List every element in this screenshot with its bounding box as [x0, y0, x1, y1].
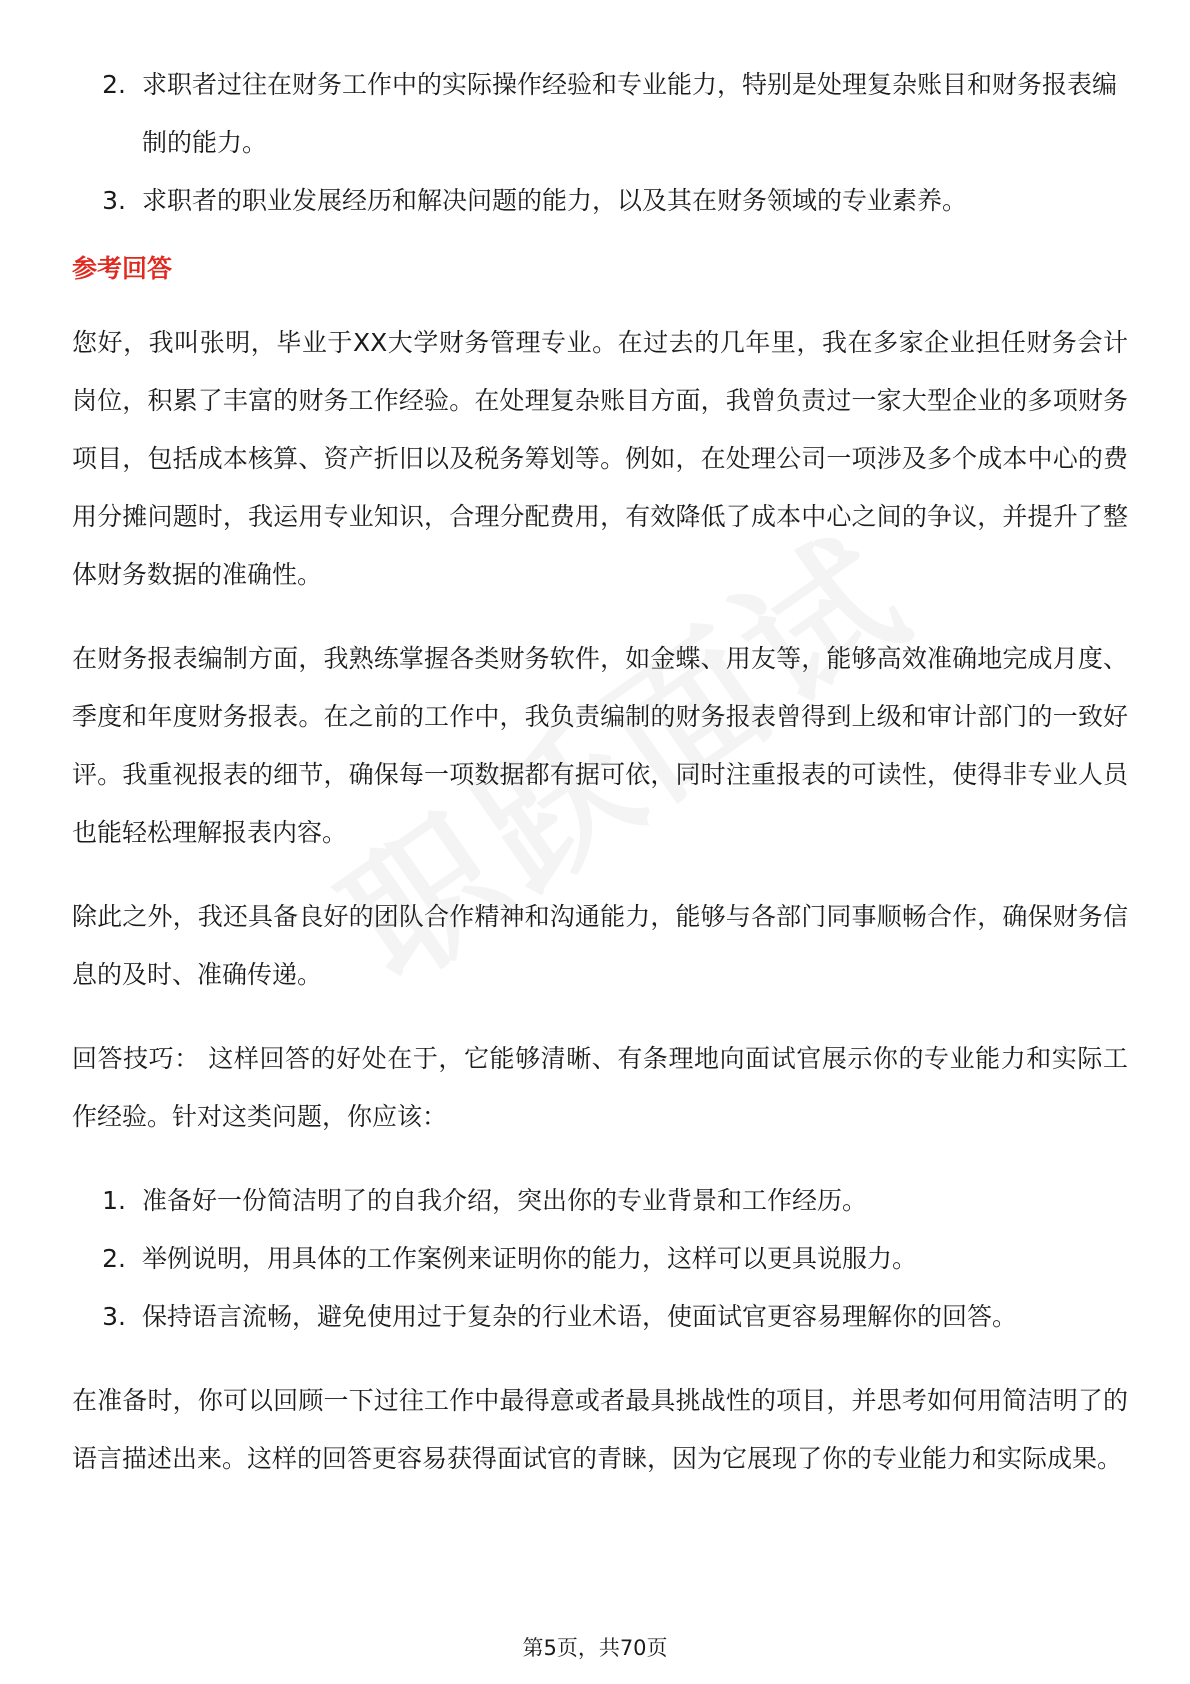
list-text: 保持语言流畅，避免使用过于复杂的行业术语，使面试官更容易理解你的回答。: [142, 1302, 1018, 1331]
list-item: [72, 1288, 1128, 1346]
section-heading: 参考回答: [72, 254, 173, 283]
list-number: 3.: [102, 1302, 126, 1331]
list-item: [72, 56, 1128, 172]
list-item: [72, 1230, 1128, 1288]
tips-intro-paragraph: 回答技巧： 这样回答的好处在于，它能够清晰、有条理地向面试官展示你的专业能力和实际工作经验。针对这类问题，你应该：: [72, 1044, 1128, 1131]
question-criteria-list: [72, 56, 1128, 230]
answer-paragraph-3: 除此之外，我还具备良好的团队合作精神和沟通能力，能够与各部门同事顺畅合作，确保财务信息的及时、准确传递。: [72, 902, 1128, 989]
tips-list: [72, 1172, 1128, 1346]
list-item: [72, 172, 1128, 230]
answer-paragraph-2: 在财务报表编制方面，我熟练掌握各类财务软件，如金蝶、用友等，能够高效准确地完成月度、季度和年度财务报表。在之前的工作中，我负责编制的财务报表曾得到上级和审计部门的一致好评。我重视报表的细节，确保每一项数据都有据可依，同时注重报表的可读性，使得非专业人员也能轻松理解报表内容。: [72, 644, 1128, 847]
list-item: [72, 1172, 1128, 1230]
list-number: 2.: [102, 1244, 126, 1273]
list-text: 举例说明，用具体的工作案例来证明你的能力，这样可以更具说服力。: [142, 1244, 918, 1273]
list-number: 1.: [102, 1186, 126, 1215]
list-text: 求职者过往在财务工作中的实际操作经验和专业能力，特别是处理复杂账目和财务报表编制的能力。: [142, 70, 1118, 157]
list-number: 2.: [102, 70, 126, 99]
list-text: 准备好一份简洁明了的自我介绍，突出你的专业背景和工作经历。: [142, 1186, 868, 1215]
list-text: 求职者的职业发展经历和解决问题的能力，以及其在财务领域的专业素养。: [142, 186, 968, 215]
answer-paragraph-1: 您好，我叫张明，毕业于XX大学财务管理专业。在过去的几年里，我在多家企业担任财务会计岗位，积累了丰富的财务工作经验。在处理复杂账目方面，我曾负责过一家大型企业的多项财务项目，包括成本核算、资产折旧以及税务筹划等。例如，在处理公司一项涉及多个成本中心的费用分摊问题时，我运用专业知识，合理分配费用，有效降低了成本中心之间的争议，并提升了整体财务数据的准确性。: [72, 328, 1128, 589]
closing-paragraph: 在准备时，你可以回顾一下过往工作中最得意或者最具挑战性的项目，并思考如何用简洁明了的语言描述出来。这样的回答更容易获得面试官的青睐，因为它展现了你的专业能力和实际成果。: [72, 1386, 1128, 1473]
page-number-footer: 第5页，共70页: [522, 1636, 668, 1660]
list-number: 3.: [102, 186, 126, 215]
page-content: [72, 56, 1128, 1514]
